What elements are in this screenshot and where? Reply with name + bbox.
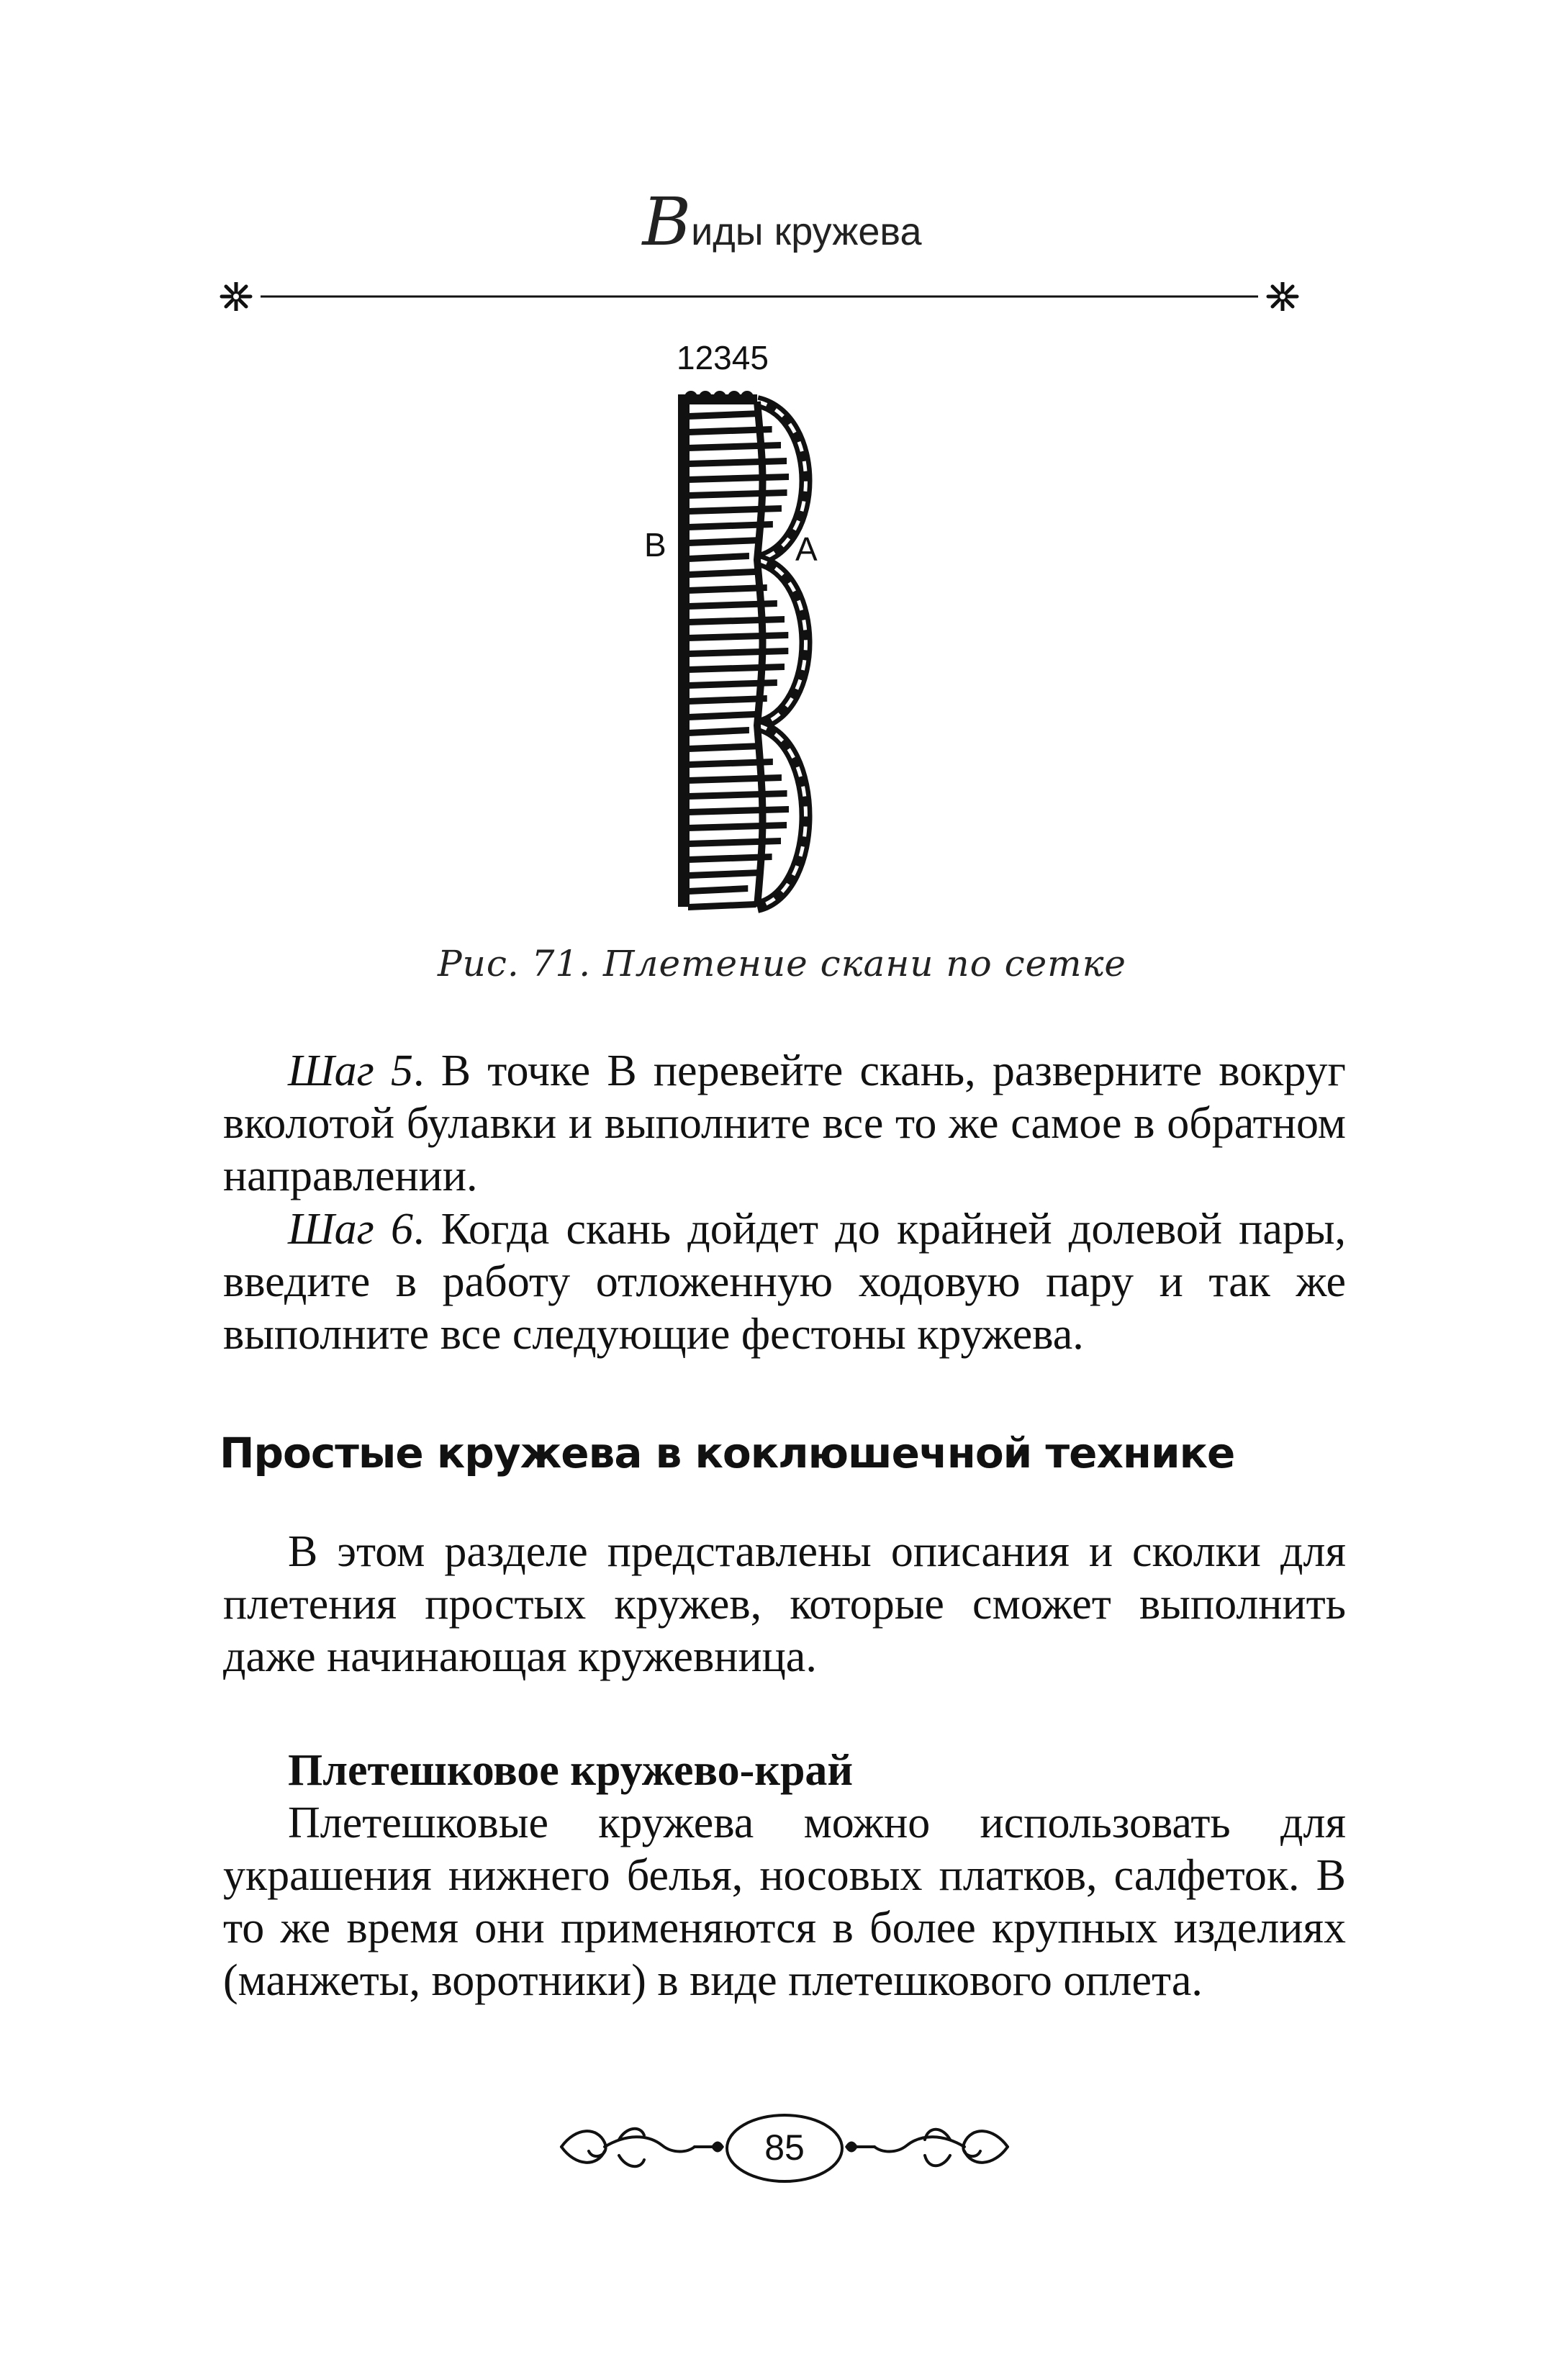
point-b-label: B — [644, 526, 666, 564]
step-6-paragraph — [223, 1203, 1346, 1361]
ground-thread-3 — [688, 442, 781, 451]
figure-caption: Рис. 71. Плетение скани по сетке — [437, 943, 1127, 985]
subsection-heading: Плетешковое кружево-край — [288, 1746, 854, 1795]
ground-thread-32 — [688, 901, 756, 910]
step-5-text: . В точке В перевейте скань, разверните вокруг вколотой булавки и выполните все то же самое в обратном направлении. — [223, 1046, 1346, 1200]
page-number: 85 — [764, 2127, 805, 2168]
ground-thread-16 — [688, 648, 788, 657]
ground-thread-21 — [688, 727, 749, 736]
lace-diagram-figure — [633, 338, 907, 936]
ground-thread-9 — [688, 537, 761, 546]
ground-thread-25 — [688, 790, 787, 800]
ground-thread-30 — [688, 869, 761, 879]
ground-thread-17 — [688, 664, 785, 673]
ground-thread-24 — [688, 774, 782, 784]
left-flower-icon — [222, 282, 250, 311]
ground-thread-27 — [688, 822, 787, 831]
running-head-title: иды кружева — [691, 210, 922, 253]
header-ornament-rule — [216, 282, 1303, 311]
ground-thread-10 — [688, 553, 749, 562]
ground-thread-12 — [688, 584, 767, 594]
ground-thread-5 — [688, 474, 789, 483]
ground-thread-6 — [688, 489, 787, 499]
ground-thread-14 — [688, 616, 785, 625]
ground-thread-19 — [688, 695, 767, 705]
lace-top-band — [678, 394, 757, 404]
page-footer — [547, 2105, 1022, 2191]
subsection-paragraph: Плетешковые кружева можно использовать для украшения нижнего белья, носовых платков, салфеток. В то же время они применяются в более крупных изделиях (манжеты, воротники) в виде плетешкового оплета. — [223, 1798, 1346, 2005]
right-flower-icon — [1268, 282, 1297, 311]
ground-thread-1 — [688, 410, 761, 420]
lace-diagram — [633, 338, 907, 936]
point-a-label: A — [795, 530, 818, 568]
step-6-label: Шаг 6 — [288, 1205, 413, 1254]
ground-thread-31 — [688, 885, 748, 895]
step-5-label: Шаг 5 — [288, 1046, 414, 1095]
lace-left-border — [678, 394, 690, 907]
ground-thread-4 — [688, 458, 787, 467]
section-heading: Простые кружева в коклюшечной технике — [220, 1429, 1235, 1478]
step-5-paragraph — [223, 1045, 1346, 1203]
ground-thread-15 — [688, 632, 788, 641]
ground-thread-26 — [688, 806, 789, 815]
section-intro-paragraph: В этом разделе представлены описания и сколки для плетения простых кружев, которые сможет выполнить даже начинающая кружевница. — [223, 1527, 1346, 1681]
ground-thread-28 — [688, 838, 781, 847]
ground-thread-7 — [688, 505, 782, 515]
pin-numbers-label: 12345 — [677, 339, 769, 376]
running-head-initial: В — [642, 184, 692, 261]
step-6-text: . Когда скань дойдет до крайней долевой пары, введите в работу отложенную ходовую пару и так же выполните все следующие фестоны кружева. — [223, 1205, 1346, 1359]
ground-thread-22 — [688, 743, 761, 752]
running-head — [0, 184, 1564, 277]
ground-thread-20 — [688, 711, 755, 720]
ground-thread-11 — [688, 569, 755, 578]
